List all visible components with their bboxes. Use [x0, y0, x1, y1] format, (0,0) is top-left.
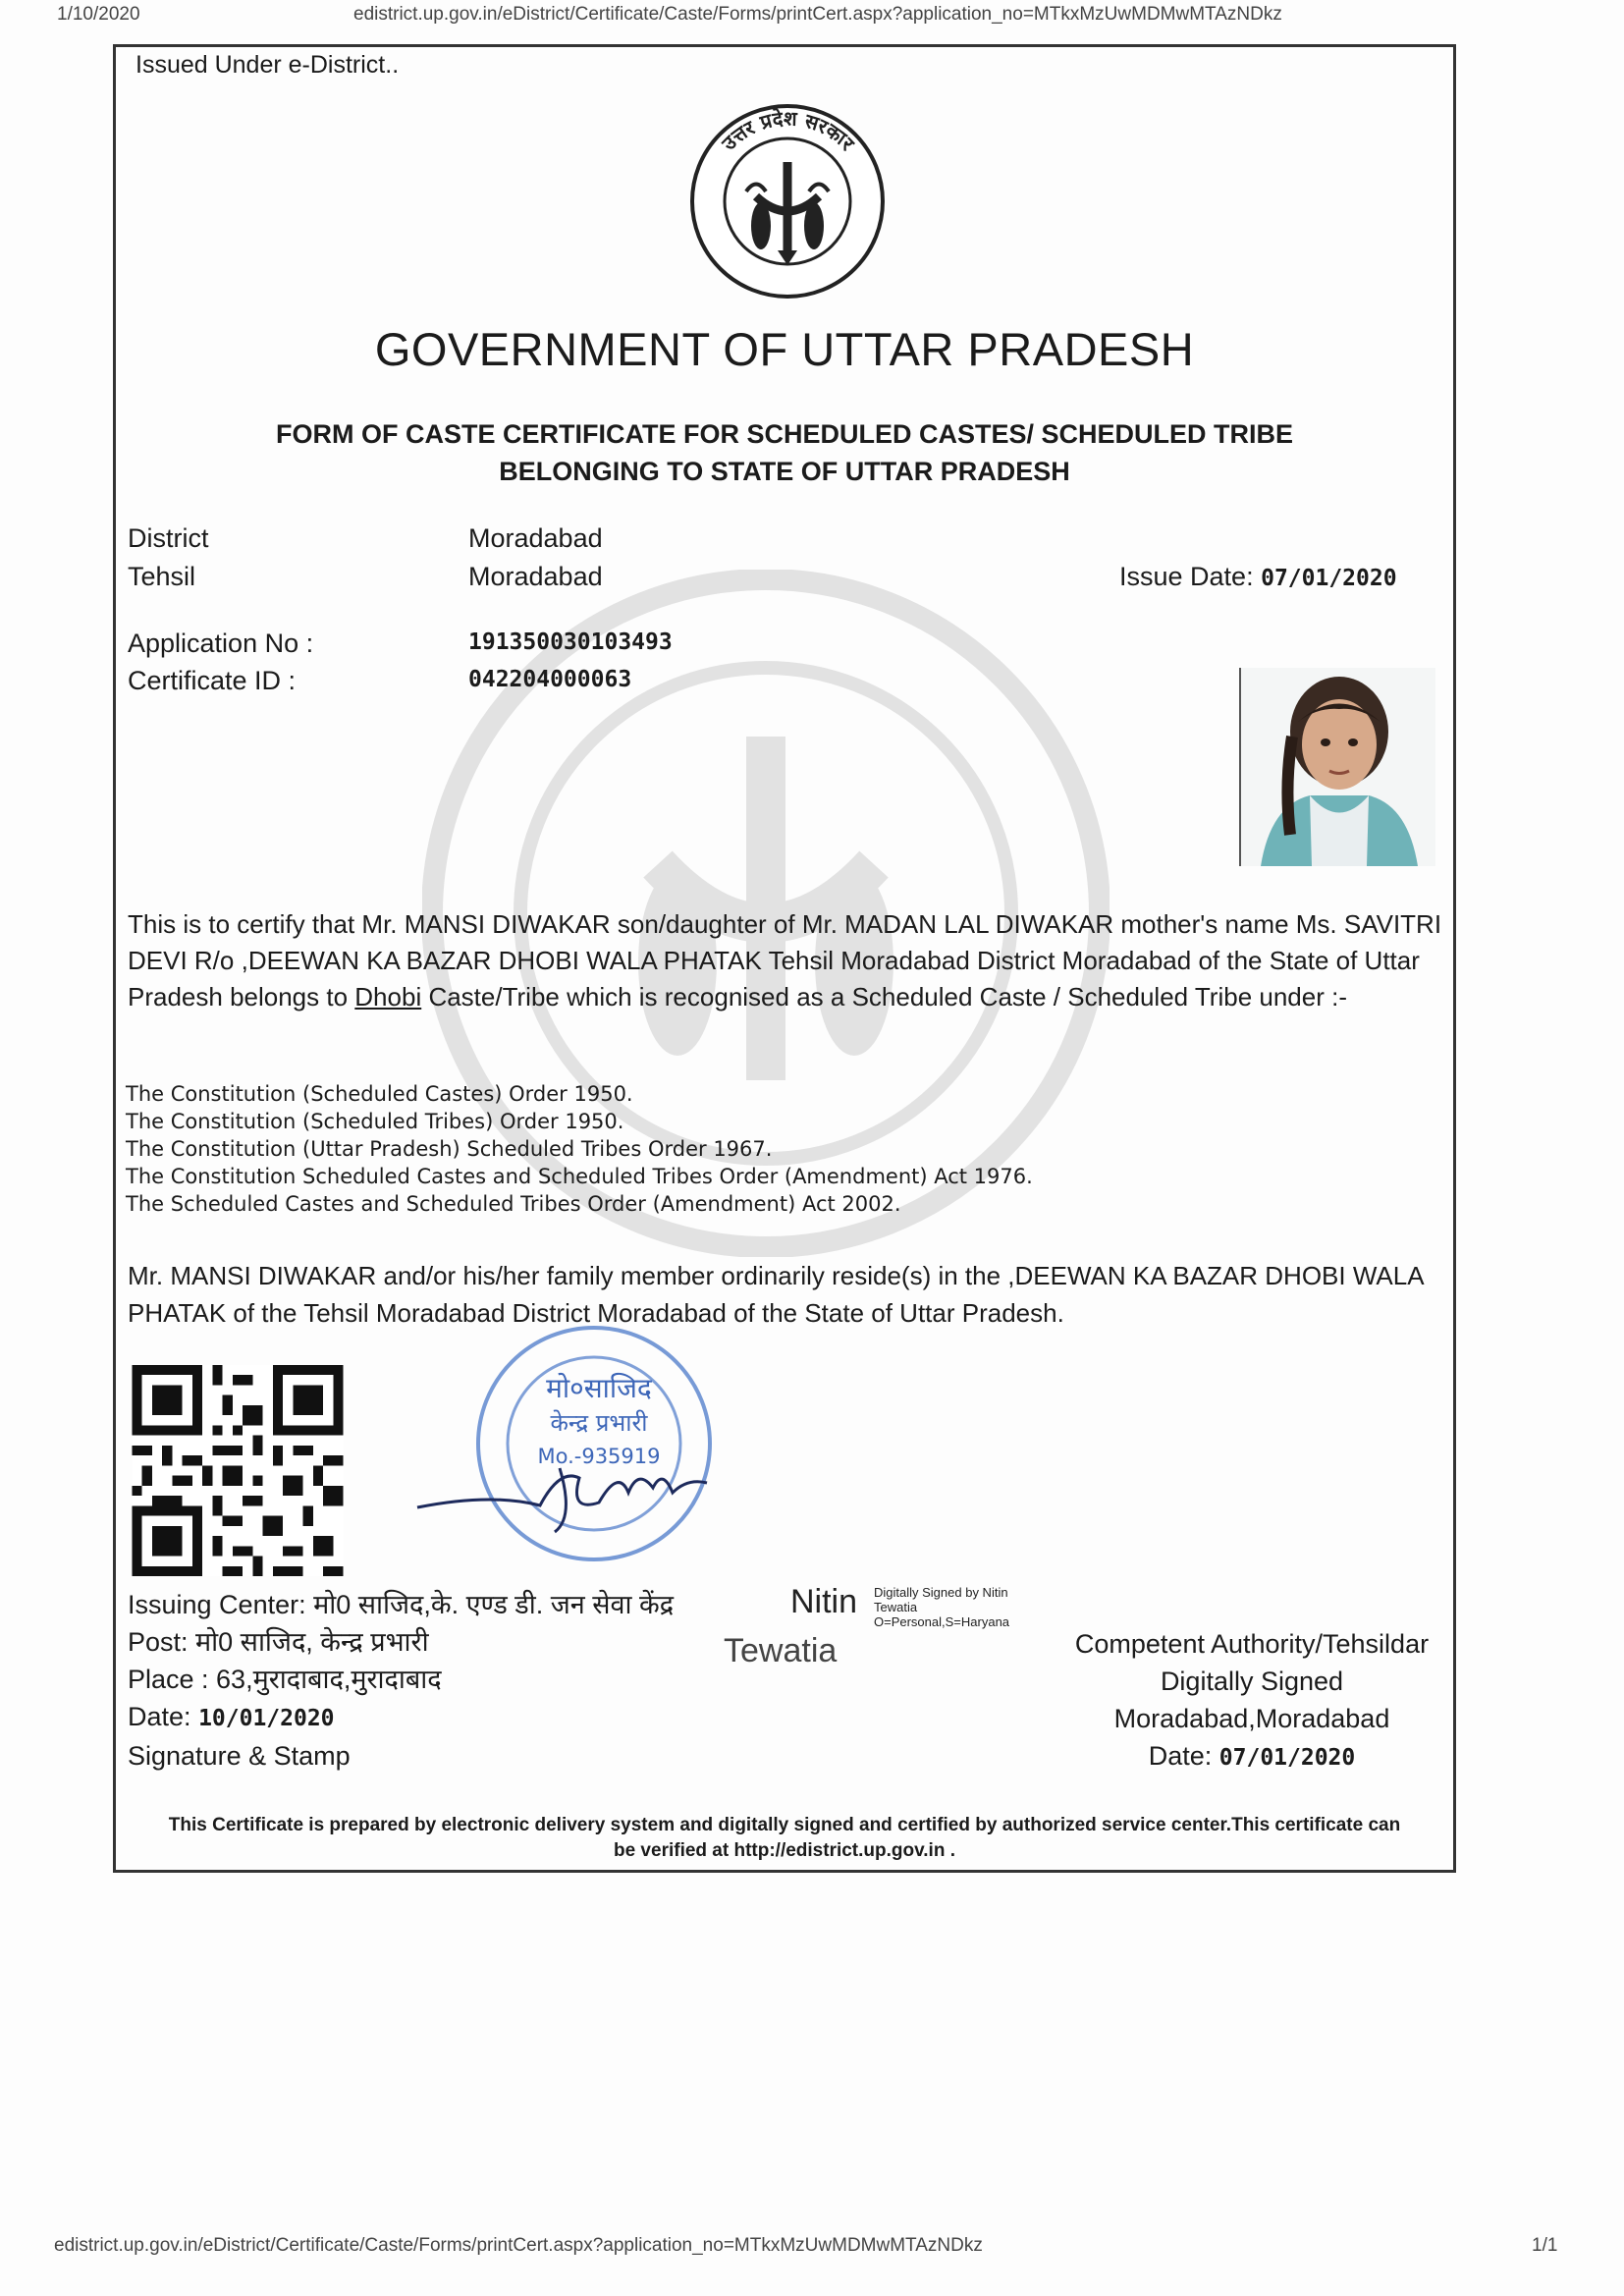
issuing-center-block: [128, 1586, 674, 1775]
issuing-center: Issuing Center: मो0 साजिद,के. एण्ड डी. जन सेवा केंद्र: [128, 1590, 675, 1619]
form-title-line2: BELONGING TO STATE OF UTTAR PRADESH: [499, 457, 1070, 486]
dsig-line1: Digitally Signed by Nitin: [874, 1585, 1008, 1600]
certification-paragraph: [128, 906, 1453, 1015]
print-footer-url: edistrict.up.gov.in/eDistrict/Certificate/Caste/Forms/printCert.aspx?application_no=MTkxMzUwMDMwMTAzNDkz: [54, 2235, 983, 2256]
qr-code-icon: [130, 1365, 346, 1576]
application-no-label: Application No :: [128, 629, 314, 658]
print-page-number: 1/1: [1532, 2235, 1558, 2256]
issue-date-value: 07/01/2020: [1261, 566, 1397, 591]
certify-text-pre: This is to certify that Mr. MANSI DIWAKAR son/daughter of Mr. MADAN LAL DIWAKAR mother's name Ms. SAVITRI DEVI R/o ,DEEWAN KA BAZAR DHOBI WALA PHATAK Tehsil Moradabad District Moradabad of the State of Uttar Pradesh belongs to: [128, 909, 1442, 1011]
issued-under-text: Issued Under e-District..: [135, 51, 400, 79]
order-item: The Constitution Scheduled Castes and Scheduled Tribes Order (Amendment) Act 1976.: [126, 1165, 1033, 1188]
order-item: The Constitution (Scheduled Castes) Order 1950.: [126, 1082, 633, 1106]
stamp-mobile: Mo.-935919: [537, 1445, 661, 1468]
service-center-stamp: [412, 1321, 776, 1566]
digital-signer-name: Nitin: [790, 1583, 858, 1620]
tehsil-label: Tehsil: [128, 562, 196, 591]
footnote-line2: be verified at http://edistrict.up.gov.in .: [613, 1840, 955, 1861]
post: Post: मो0 साजिद, केन्द्र प्रभारी: [128, 1627, 429, 1657]
stamp-designation: केन्द्र प्रभारी: [550, 1409, 648, 1437]
dsig-line2: Tewatia: [874, 1600, 918, 1614]
issuing-date-value: 10/01/2020: [198, 1706, 335, 1731]
issue-date: [1119, 562, 1397, 592]
order-item: The Scheduled Castes and Scheduled Tribes Order (Amendment) Act 2002.: [126, 1192, 901, 1216]
form-title: [113, 415, 1456, 490]
authority-date-value: 07/01/2020: [1218, 1745, 1356, 1771]
certify-text-post: Caste/Tribe which is recognised as a Scheduled Caste / Scheduled Tribe under :-: [421, 982, 1347, 1011]
certificate-id-label: Certificate ID :: [128, 666, 297, 695]
authority-title: Competent Authority/Tehsildar: [1074, 1629, 1430, 1659]
issue-date-label: Issue Date:: [1119, 562, 1254, 591]
emblem-text: उत्तर प्रदेश सरकार: [717, 106, 860, 155]
order-item: The Constitution (Scheduled Tribes) Order 1950.: [126, 1110, 624, 1133]
orders-list: [126, 1080, 1304, 1218]
order-item: The Constitution (Uttar Pradesh) Scheduled Tribes Order 1967.: [126, 1137, 773, 1161]
print-url: edistrict.up.gov.in/eDistrict/Certificate/Caste/Forms/printCert.aspx?application_no=MTkxMzUwMDMwMTAzNDkz: [353, 4, 1282, 25]
signature-stamp-label: Signature & Stamp: [128, 1741, 351, 1771]
government-title: GOVERNMENT OF UTTAR PRADESH: [374, 323, 1195, 375]
tehsil-value: Moradabad: [468, 562, 603, 591]
residence-paragraph: Mr. MANSI DIWAKAR and/or his/her family member ordinarily reside(s) in the ,DEEWAN KA BAZAR DHOBI WALA PHATAK of the Tehsil Moradabad District Moradabad of the State of Uttar Pradesh.: [128, 1261, 1424, 1328]
district-label: District: [128, 523, 209, 553]
applicant-photo: [1239, 668, 1435, 866]
caste-name: Dhobi: [354, 982, 422, 1011]
issuing-date: [128, 1698, 674, 1737]
authority-digitally-signed: Digitally Signed: [1160, 1667, 1344, 1696]
certificate-footnote: [116, 1813, 1453, 1864]
authority-date: [1051, 1737, 1453, 1777]
footnote-line1: This Certificate is prepared by electronic delivery system and digitally signed and certified by authorized service center.This certificate can: [168, 1815, 1401, 1835]
application-no-value: 191350030103493: [468, 629, 673, 655]
dsig-line3: O=Personal,S=Haryana: [874, 1614, 1010, 1629]
certificate-id-value: 042204000063: [468, 667, 632, 692]
authority-date-label: Date:: [1148, 1741, 1213, 1771]
print-date: 1/10/2020: [57, 4, 140, 25]
issuing-date-label: Date:: [128, 1702, 191, 1731]
place: Place : 63,मुरादाबाद,मुरादाबाद: [128, 1665, 442, 1694]
authority-location: Moradabad,Moradabad: [1113, 1704, 1390, 1733]
digital-signer-surname: Tewatia: [724, 1632, 838, 1669]
digital-signature-details: [874, 1585, 1009, 1629]
form-title-line1: FORM OF CASTE CERTIFICATE FOR SCHEDULED CASTES/ SCHEDULED TRIBE: [275, 419, 1294, 449]
up-emblem-icon: [687, 103, 889, 300]
competent-authority-block: [1051, 1625, 1453, 1777]
applicant-photo-image: [1241, 668, 1435, 866]
stamp-name: मो०साजिद: [546, 1372, 652, 1404]
district-value: Moradabad: [468, 523, 603, 553]
